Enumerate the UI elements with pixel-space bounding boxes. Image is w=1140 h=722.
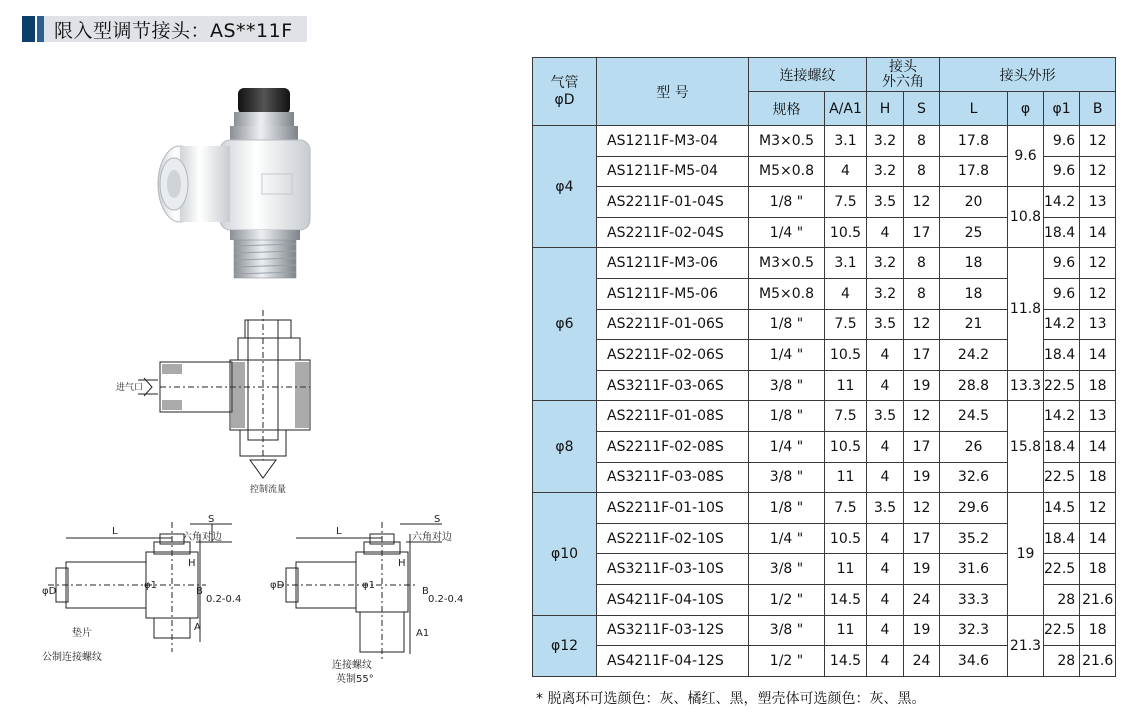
- header-phi1: φ1: [1044, 92, 1080, 126]
- b-cell: 21.6: [1080, 584, 1116, 615]
- dim-A1-right: A1: [416, 628, 430, 639]
- model-cell: AS1211F-M3-06: [597, 248, 749, 279]
- header-b: B: [1080, 92, 1116, 126]
- phi1-cell: 28: [1044, 646, 1080, 677]
- control-flow-label: 控制流量: [250, 485, 287, 495]
- h-cell: 4: [867, 646, 904, 677]
- phi1-cell: 18.4: [1044, 523, 1080, 554]
- phi-cell: 10.8: [1008, 187, 1044, 248]
- s-cell: 12: [904, 401, 940, 432]
- model-cell: AS2211F-01-06S: [597, 309, 749, 340]
- thread-spec-cell: 1/4 ": [749, 523, 825, 554]
- a-a1-cell: 10.5: [825, 431, 867, 462]
- dim-hex: 六角对边: [182, 532, 222, 543]
- header-spec: 规格: [749, 92, 825, 126]
- phi1-cell: 9.6: [1044, 278, 1080, 309]
- a-a1-cell: 7.5: [825, 187, 867, 218]
- phi1-cell: 28: [1044, 584, 1080, 615]
- a-a1-cell: 10.5: [825, 340, 867, 371]
- phi1-cell: 9.6: [1044, 126, 1080, 157]
- b-cell: 18: [1080, 370, 1116, 401]
- s-cell: 8: [904, 126, 940, 157]
- header-phi: φ: [1008, 92, 1044, 126]
- thread-spec-cell: 1/2 ": [749, 646, 825, 677]
- phi1-cell: 9.6: [1044, 156, 1080, 187]
- l-cell: 35.2: [940, 523, 1008, 554]
- h-cell: 3.5: [867, 493, 904, 524]
- thread-spec-cell: M5×0.8: [749, 156, 825, 187]
- b-cell: 14: [1080, 217, 1116, 248]
- a-a1-cell: 11: [825, 554, 867, 585]
- phi1-cell: 14.2: [1044, 187, 1080, 218]
- product-photo: [150, 82, 330, 282]
- phi1-cell: 14.2: [1044, 401, 1080, 432]
- thread-spec-cell: 1/8 ": [749, 309, 825, 340]
- table-row: [533, 187, 1116, 218]
- thread-spec-cell: 3/8 ": [749, 554, 825, 585]
- model-cell: AS3211F-03-12S: [597, 615, 749, 646]
- section-header: [22, 16, 322, 42]
- thread-spec-cell: 1/8 ": [749, 187, 825, 218]
- thread-spec-cell: 1/4 ": [749, 431, 825, 462]
- phi1-cell: 22.5: [1044, 615, 1080, 646]
- b-cell: 14: [1080, 523, 1116, 554]
- thread-spec-cell: 1/8 ": [749, 401, 825, 432]
- dim-B: B: [196, 586, 203, 597]
- l-cell: 18: [940, 278, 1008, 309]
- thread-spec-cell: 1/2 ": [749, 584, 825, 615]
- thread-spec-cell: 1/4 ": [749, 340, 825, 371]
- s-cell: 17: [904, 340, 940, 371]
- model-cell: AS4211F-04-10S: [597, 584, 749, 615]
- phi1-cell: 14.5: [1044, 493, 1080, 524]
- h-cell: 3.2: [867, 278, 904, 309]
- dim-H-right: H: [398, 558, 406, 569]
- b-cell: 21.6: [1080, 646, 1116, 677]
- a-a1-cell: 3.1: [825, 248, 867, 279]
- s-cell: 8: [904, 248, 940, 279]
- model-cell: AS2211F-02-04S: [597, 217, 749, 248]
- header-l: L: [940, 92, 1008, 126]
- header-h: H: [867, 92, 904, 126]
- model-cell: AS4211F-04-12S: [597, 646, 749, 677]
- a-a1-cell: 7.5: [825, 493, 867, 524]
- spec-table: [532, 57, 1116, 677]
- b-cell: 13: [1080, 401, 1116, 432]
- dim-phiD-right: φD: [270, 580, 285, 591]
- l-cell: 33.3: [940, 584, 1008, 615]
- thread-spec-cell: 1/8 ": [749, 493, 825, 524]
- table-row: [533, 615, 1116, 646]
- phi1-cell: 18.4: [1044, 217, 1080, 248]
- table-row: [533, 493, 1116, 524]
- b-cell: 14: [1080, 431, 1116, 462]
- s-cell: 19: [904, 370, 940, 401]
- header-model: 型 号: [597, 58, 749, 126]
- h-cell: 4: [867, 523, 904, 554]
- h-cell: 3.5: [867, 309, 904, 340]
- h-cell: 4: [867, 615, 904, 646]
- h-cell: 3.2: [867, 156, 904, 187]
- s-cell: 19: [904, 554, 940, 585]
- l-cell: 18: [940, 248, 1008, 279]
- s-cell: 8: [904, 156, 940, 187]
- l-cell: 32.6: [940, 462, 1008, 493]
- header-s: S: [904, 92, 940, 126]
- dim-H: H: [188, 558, 196, 569]
- h-cell: 3.2: [867, 248, 904, 279]
- h-cell: 4: [867, 431, 904, 462]
- phi-cell: 13.3: [1008, 370, 1044, 401]
- l-cell: 20: [940, 187, 1008, 218]
- b-cell: 18: [1080, 554, 1116, 585]
- dim-phi1: φ1: [144, 580, 157, 591]
- dim-phiD: φD: [42, 586, 57, 597]
- b-cell: 12: [1080, 126, 1116, 157]
- model-cell: AS1211F-M5-06: [597, 278, 749, 309]
- model-cell: AS2211F-01-08S: [597, 401, 749, 432]
- l-cell: 26: [940, 431, 1008, 462]
- model-cell: AS2211F-02-10S: [597, 523, 749, 554]
- l-cell: 31.6: [940, 554, 1008, 585]
- model-cell: AS3211F-03-06S: [597, 370, 749, 401]
- dim-range-right: 0.2-0.4: [428, 594, 464, 605]
- thread-label-right: 连接螺纹: [332, 660, 372, 671]
- model-cell: AS3211F-03-10S: [597, 554, 749, 585]
- phi-cell: 21.3: [1008, 615, 1044, 676]
- spec-table-body: [533, 126, 1116, 677]
- s-cell: 12: [904, 493, 940, 524]
- table-row: [533, 370, 1116, 401]
- b-cell: 13: [1080, 309, 1116, 340]
- l-cell: 25: [940, 217, 1008, 248]
- model-cell: AS1211F-M3-04: [597, 126, 749, 157]
- s-cell: 12: [904, 187, 940, 218]
- l-cell: 28.8: [940, 370, 1008, 401]
- inlet-label: 进气口: [116, 383, 144, 393]
- phi1-cell: 14.2: [1044, 309, 1080, 340]
- b-cell: 12: [1080, 493, 1116, 524]
- a-a1-cell: 4: [825, 156, 867, 187]
- phi1-cell: 22.5: [1044, 554, 1080, 585]
- l-cell: 32.3: [940, 615, 1008, 646]
- b-cell: 12: [1080, 278, 1116, 309]
- dim-hex-right: 六角对边: [412, 532, 452, 543]
- b-cell: 18: [1080, 462, 1116, 493]
- phi-cell: 15.8: [1008, 401, 1044, 493]
- dimension-drawing-metric: [36, 512, 256, 682]
- l-cell: 29.6: [940, 493, 1008, 524]
- dim-A: A: [194, 622, 201, 633]
- tube-size-cell: φ6: [533, 248, 597, 401]
- model-cell: AS2211F-01-10S: [597, 493, 749, 524]
- header-a-a1: A/A1: [825, 92, 867, 126]
- s-cell: 19: [904, 615, 940, 646]
- h-cell: 4: [867, 217, 904, 248]
- color-note: * 脱离环可选颜色：灰、橘红、黑，塑壳体可选颜色：灰、黑。: [536, 691, 926, 707]
- tube-size-cell: φ10: [533, 493, 597, 615]
- h-cell: 4: [867, 462, 904, 493]
- header-thread: 连接螺纹: [749, 58, 867, 92]
- b-cell: 13: [1080, 187, 1116, 218]
- thread-spec-cell: M3×0.5: [749, 248, 825, 279]
- dim-range: 0.2-0.4: [206, 594, 242, 605]
- phi-cell: 11.8: [1008, 248, 1044, 370]
- phi1-cell: 22.5: [1044, 370, 1080, 401]
- header-hex: 接头 外六角: [867, 58, 940, 92]
- a-a1-cell: 11: [825, 370, 867, 401]
- l-cell: 34.6: [940, 646, 1008, 677]
- l-cell: 24.5: [940, 401, 1008, 432]
- model-cell: AS3211F-03-08S: [597, 462, 749, 493]
- model-cell: AS1211F-M5-04: [597, 156, 749, 187]
- s-cell: 19: [904, 462, 940, 493]
- b-cell: 12: [1080, 248, 1116, 279]
- l-cell: 17.8: [940, 156, 1008, 187]
- h-cell: 3.5: [867, 401, 904, 432]
- a-a1-cell: 7.5: [825, 309, 867, 340]
- s-cell: 12: [904, 309, 940, 340]
- s-cell: 17: [904, 431, 940, 462]
- h-cell: 4: [867, 584, 904, 615]
- h-cell: 4: [867, 370, 904, 401]
- thread-spec-cell: M5×0.8: [749, 278, 825, 309]
- phi1-cell: 18.4: [1044, 431, 1080, 462]
- s-cell: 8: [904, 278, 940, 309]
- gasket-label: 垫片: [72, 628, 92, 639]
- section-drawing: [100, 300, 330, 500]
- table-row: [533, 401, 1116, 432]
- thread-spec-cell: 3/8 ": [749, 462, 825, 493]
- h-cell: 4: [867, 340, 904, 371]
- a-a1-cell: 3.1: [825, 126, 867, 157]
- thread-spec-cell: 3/8 ": [749, 370, 825, 401]
- thread-sub-label: 英制55°: [336, 674, 374, 685]
- s-cell: 24: [904, 584, 940, 615]
- s-cell: 24: [904, 646, 940, 677]
- model-cell: AS2211F-02-06S: [597, 340, 749, 371]
- model-cell: AS2211F-02-08S: [597, 431, 749, 462]
- thread-label: 公制连接螺纹: [42, 652, 102, 663]
- phi1-cell: 18.4: [1044, 340, 1080, 371]
- l-cell: 24.2: [940, 340, 1008, 371]
- model-cell: AS2211F-01-04S: [597, 187, 749, 218]
- phi-cell: 19: [1008, 493, 1044, 615]
- b-cell: 12: [1080, 156, 1116, 187]
- dimension-drawing-imperial: [266, 512, 486, 692]
- a-a1-cell: 14.5: [825, 646, 867, 677]
- header-outline: 接头外形: [940, 58, 1116, 92]
- thread-spec-cell: 3/8 ": [749, 615, 825, 646]
- dim-L: L: [112, 526, 118, 537]
- dim-L-right: L: [336, 526, 342, 537]
- tube-size-cell: φ8: [533, 401, 597, 493]
- b-cell: 18: [1080, 615, 1116, 646]
- h-cell: 4: [867, 554, 904, 585]
- tube-size-cell: φ12: [533, 615, 597, 676]
- phi1-cell: 9.6: [1044, 248, 1080, 279]
- a-a1-cell: 11: [825, 615, 867, 646]
- dim-S-right: S: [434, 514, 441, 525]
- b-cell: 14: [1080, 340, 1116, 371]
- dim-S: S: [208, 514, 215, 525]
- l-cell: 17.8: [940, 126, 1008, 157]
- s-cell: 17: [904, 217, 940, 248]
- a-a1-cell: 10.5: [825, 523, 867, 554]
- s-cell: 17: [904, 523, 940, 554]
- dim-phi1-right: φ1: [362, 580, 375, 591]
- phi-cell: 9.6: [1008, 126, 1044, 187]
- a-a1-cell: 14.5: [825, 584, 867, 615]
- dim-B-right: B: [422, 586, 429, 597]
- table-row: [533, 126, 1116, 157]
- page-title: 限入型调节接头：AS**11F: [44, 16, 307, 42]
- thread-spec-cell: 1/4 ": [749, 217, 825, 248]
- thread-spec-cell: M3×0.5: [749, 126, 825, 157]
- a-a1-cell: 4: [825, 278, 867, 309]
- a-a1-cell: 11: [825, 462, 867, 493]
- a-a1-cell: 7.5: [825, 401, 867, 432]
- h-cell: 3.5: [867, 187, 904, 218]
- h-cell: 3.2: [867, 126, 904, 157]
- l-cell: 21: [940, 309, 1008, 340]
- header-tube: 气管 φD: [533, 58, 597, 126]
- header-marker: [22, 16, 44, 42]
- phi1-cell: 22.5: [1044, 462, 1080, 493]
- tube-size-cell: φ4: [533, 126, 597, 248]
- table-row: [533, 248, 1116, 279]
- a-a1-cell: 10.5: [825, 217, 867, 248]
